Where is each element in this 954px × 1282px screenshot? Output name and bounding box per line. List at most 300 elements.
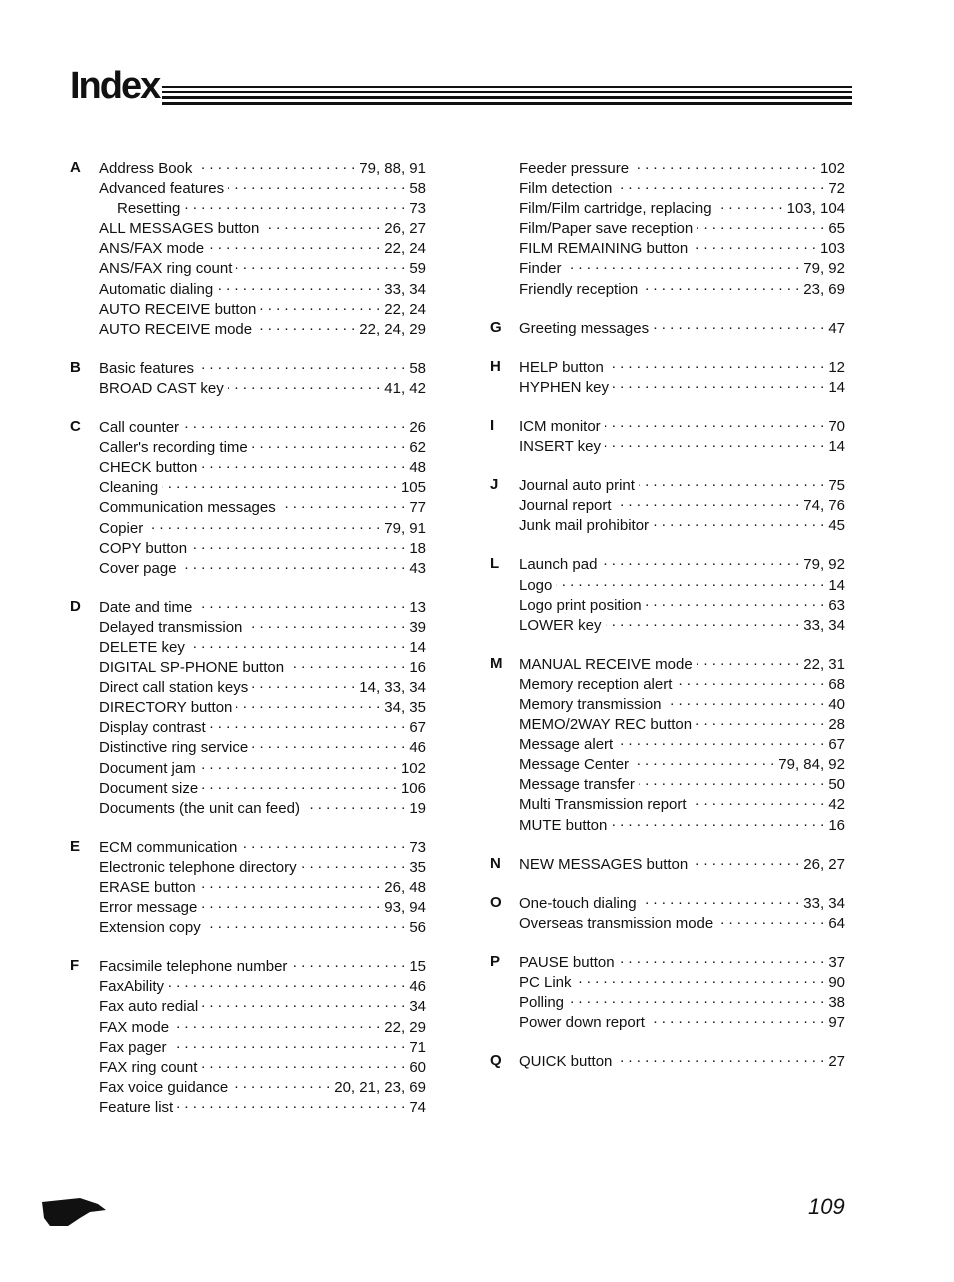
index-group (490, 475, 845, 535)
index-letter: M (490, 654, 503, 672)
index-entry (519, 913, 845, 933)
index-pages: 70 (828, 417, 845, 435)
index-term: Document size (99, 779, 199, 797)
leader-dots (696, 714, 824, 729)
index-pages: 22, 24 (384, 240, 426, 258)
index-term: Feature list (99, 1098, 174, 1116)
leader-dots (613, 377, 824, 392)
index-entry (519, 992, 845, 1012)
index-pages: 14, 33, 34 (359, 679, 426, 697)
index-term: DELETE key (99, 638, 185, 656)
index-term: Fax auto redial (99, 998, 199, 1016)
index-entry (519, 318, 845, 338)
index-pages: 56 (409, 919, 426, 937)
index-term: Friendly reception (519, 280, 639, 298)
index-term: ANS/FAX mode (99, 240, 205, 258)
index-term: Fax voice guidance (99, 1078, 229, 1096)
index-letter: D (70, 597, 81, 615)
index-pages: 40 (828, 695, 845, 713)
index-entry (519, 815, 845, 835)
index-group (70, 158, 426, 339)
page-number: 109 (808, 1194, 845, 1219)
leader-dots (256, 319, 355, 334)
index-entry (99, 717, 426, 737)
index-entry (519, 774, 845, 794)
index-term: Caller's recording time (99, 439, 248, 457)
index-term: Distinctive ring service (99, 739, 249, 757)
index-pages: 41, 42 (384, 379, 426, 397)
leader-dots (168, 976, 405, 991)
header-rule (162, 96, 852, 99)
index-entry (99, 617, 426, 637)
leader-dots (252, 437, 406, 452)
index-pages: 26, 27 (803, 855, 845, 873)
index-entry (99, 457, 426, 477)
index-entry (519, 198, 845, 218)
index-pages: 33, 34 (384, 280, 426, 298)
index-term: DIRECTORY button (99, 699, 233, 717)
leader-dots (196, 597, 405, 612)
index-pages: 74, 76 (803, 497, 845, 515)
index-entry (519, 714, 845, 734)
leader-dots (653, 318, 824, 333)
index-term: Film/Film cartridge, replacing (519, 200, 712, 218)
index-term: Delayed transmission (99, 618, 243, 636)
leader-dots (191, 538, 405, 553)
index-entry (99, 299, 426, 319)
leader-dots (189, 637, 405, 652)
index-pages: 71 (409, 1038, 426, 1056)
index-term: ECM communication (99, 838, 238, 856)
index-term: ALL MESSAGES button (99, 220, 260, 238)
index-entry (99, 1097, 426, 1117)
index-term: Document jam (99, 759, 196, 777)
index-term: Memory transmission (519, 695, 662, 713)
index-term: BROAD CAST key (99, 379, 224, 397)
index-entry (519, 1051, 845, 1071)
index-entry (99, 737, 426, 757)
leader-dots (601, 554, 799, 569)
leader-dots (568, 992, 824, 1007)
index-pages: 12 (828, 358, 845, 376)
index-term: ERASE button (99, 879, 196, 896)
index-entry (99, 877, 426, 897)
leader-dots (717, 913, 824, 928)
index-term: Logo (519, 576, 553, 594)
leader-dots (173, 1017, 380, 1032)
leader-dots (616, 495, 800, 510)
leader-dots (263, 218, 380, 233)
leader-dots (611, 815, 824, 830)
index-pages: 23, 69 (803, 280, 845, 298)
index-entry (99, 657, 426, 677)
index-entry (99, 218, 426, 238)
index-entry (99, 897, 426, 917)
index-pages: 79, 92 (803, 260, 845, 278)
index-pages: 67 (828, 736, 845, 754)
index-pages: 34 (409, 998, 426, 1016)
index-pages: 14 (828, 378, 845, 396)
leader-dots (260, 299, 380, 314)
index-entry (519, 615, 845, 635)
index-term: MUTE button (519, 816, 608, 834)
index-group (490, 1051, 845, 1071)
index-term: ICM monitor (519, 417, 601, 435)
leader-dots (633, 158, 816, 173)
index-entry (99, 279, 426, 299)
index-pages: 58 (409, 180, 426, 198)
index-pages: 65 (828, 220, 845, 238)
leader-dots (697, 654, 800, 669)
index-pages: 16 (828, 816, 845, 834)
leader-dots (181, 558, 406, 573)
leader-dots (183, 417, 405, 432)
leader-dots (697, 218, 824, 233)
index-pages: 22, 24, 29 (359, 320, 426, 338)
index-pages: 60 (409, 1058, 426, 1076)
index-term: PC Link (519, 974, 572, 991)
index-group (490, 654, 845, 835)
index-term: Journal report (519, 497, 612, 515)
leader-dots (288, 657, 405, 672)
index-entry (519, 238, 845, 258)
index-term: Greeting messages (519, 319, 650, 337)
index-pages: 105 (400, 479, 426, 497)
leader-dots (301, 857, 406, 872)
index-pages: 103 (819, 240, 845, 258)
index-term: Call counter (99, 419, 180, 437)
index-letter: E (70, 837, 81, 855)
index-term: FaxAbility (99, 978, 165, 996)
index-pages: 106 (400, 779, 426, 797)
index-entry (519, 218, 845, 238)
index-entry (519, 178, 845, 198)
index-pages: 79, 91 (384, 519, 426, 537)
index-term: Date and time (99, 598, 193, 616)
leader-dots (649, 1012, 824, 1027)
index-term: Overseas transmission mode (519, 914, 714, 932)
index-entry (519, 416, 845, 436)
index-column-right (490, 158, 845, 1090)
index-entry (99, 976, 426, 996)
leader-dots (304, 798, 405, 813)
leader-dots (641, 893, 800, 908)
index-pages: 20, 21, 23, 69 (334, 1078, 426, 1096)
index-entry (99, 697, 426, 717)
index-term: Message Center (519, 756, 630, 774)
index-pages: 72 (828, 180, 845, 198)
index-pages: 68 (828, 675, 845, 693)
index-term: FILM REMAINING button (519, 240, 689, 258)
index-group (70, 597, 426, 818)
index-term: Cleaning (99, 479, 159, 497)
index-pages: 37 (828, 953, 845, 971)
index-pages: 43 (409, 559, 426, 577)
index-entry (99, 758, 426, 778)
index-pages: 67 (409, 719, 426, 737)
index-pages: 59 (409, 260, 426, 278)
index-term: Junk mail prohibitor (519, 517, 650, 535)
index-entry (99, 798, 426, 818)
index-pages: 14 (828, 576, 845, 594)
index-pages: 102 (819, 160, 845, 177)
index-entry (99, 677, 426, 697)
scan-smudge-mark (40, 1196, 110, 1230)
leader-dots (202, 996, 405, 1011)
index-pages: 22, 29 (384, 1018, 426, 1036)
index-entry (99, 497, 426, 517)
index-pages: 46 (409, 739, 426, 757)
index-term: LOWER key (519, 616, 602, 634)
leader-dots (208, 238, 380, 253)
index-entry (519, 357, 845, 377)
index-entry (519, 734, 845, 754)
index-pages: 38 (828, 994, 845, 1012)
index-term: Electronic telephone directory (99, 858, 297, 876)
index-entry (99, 477, 426, 497)
index-term: Resetting (117, 200, 181, 218)
index-term: INSERT key (519, 438, 601, 456)
index-pages: 45 (828, 517, 845, 535)
leader-dots (205, 917, 406, 932)
index-pages: 27 (828, 1053, 845, 1071)
index-letter: A (70, 159, 81, 176)
index-entry (519, 575, 845, 595)
index-term: Advanced features (99, 180, 225, 198)
index-term: AUTO RECEIVE button (99, 300, 257, 318)
leader-dots (666, 694, 825, 709)
index-letter: O (490, 893, 502, 911)
leader-dots (228, 178, 405, 193)
index-pages: 15 (409, 958, 426, 976)
index-pages: 79, 88, 91 (359, 160, 426, 177)
leader-dots (616, 1051, 824, 1066)
index-letter: N (490, 854, 501, 872)
leader-dots (617, 734, 824, 749)
index-pages: 28 (828, 716, 845, 734)
index-letter: Q (490, 1052, 502, 1070)
index-term: Finder (519, 260, 562, 278)
index-entry (99, 1057, 426, 1077)
index-entry (519, 475, 845, 495)
index-term: Fax pager (99, 1038, 167, 1056)
index-pages: 47 (828, 319, 845, 337)
leader-dots (616, 178, 824, 193)
index-term: Feeder pressure (519, 160, 630, 177)
leader-dots (605, 436, 824, 451)
leader-dots (232, 1077, 330, 1092)
index-group (70, 956, 426, 1117)
index-term: Address Book (99, 160, 193, 177)
index-entry (99, 358, 426, 378)
index-entry (99, 857, 426, 877)
index-term: Cover page (99, 559, 177, 577)
leader-dots (252, 737, 405, 752)
leader-dots (556, 575, 824, 590)
leader-dots (200, 877, 381, 892)
index-pages: 16 (409, 659, 426, 677)
index-term: Basic features (99, 359, 195, 377)
index-term: MEMO/2WAY REC button (519, 716, 693, 734)
index-term: NEW MESSAGES button (519, 855, 689, 873)
index-entry (519, 1012, 845, 1032)
index-pages: 26, 48 (384, 879, 426, 896)
leader-dots (606, 615, 800, 630)
index-pages: 74 (409, 1098, 426, 1116)
index-term: Polling (519, 994, 565, 1012)
index-entry (99, 1037, 426, 1057)
index-pages: 79, 92 (803, 556, 845, 574)
index-entry (519, 794, 845, 814)
index-group (490, 416, 845, 456)
index-pages: 102 (400, 759, 426, 777)
index-entry (519, 893, 845, 913)
header-rule (162, 86, 852, 88)
leader-dots (566, 258, 800, 273)
index-pages: 39 (409, 618, 426, 636)
index-entry (519, 854, 845, 874)
index-group (490, 952, 845, 1032)
index-entry (519, 554, 845, 574)
index-pages: 64 (828, 914, 845, 932)
index-entry (99, 417, 426, 437)
index-letter: C (70, 418, 81, 436)
index-letter: P (490, 952, 501, 970)
index-group (70, 358, 426, 398)
index-entry (99, 518, 426, 538)
index-entry (519, 377, 845, 397)
index-pages: 19 (409, 799, 426, 817)
index-pages: 33, 34 (803, 894, 845, 912)
index-pages: 14 (409, 638, 426, 656)
index-term: Memory reception alert (519, 675, 673, 693)
index-term: Extension copy (99, 919, 201, 937)
leader-dots (280, 497, 406, 512)
leader-dots (692, 854, 799, 869)
index-entry (519, 952, 845, 972)
index-term: Direct call station keys (99, 679, 249, 697)
index-term: Multi Transmission report (519, 796, 687, 814)
index-group (490, 357, 845, 397)
index-term: Communication messages (99, 499, 276, 517)
index-term: Message transfer (519, 776, 635, 794)
index-entry (99, 637, 426, 657)
index-entry (519, 694, 845, 714)
leader-dots (676, 674, 824, 689)
index-pages: 90 (828, 974, 845, 991)
index-pages: 48 (409, 459, 426, 477)
index-pages: 73 (409, 838, 426, 856)
leader-dots (184, 198, 405, 213)
index-pages: 93, 94 (384, 899, 426, 917)
index-entry (99, 1077, 426, 1097)
index-entry (99, 378, 426, 398)
index-group (490, 893, 845, 933)
index-term: COPY button (99, 539, 188, 557)
index-term: Documents (the unit can feed) (99, 799, 300, 817)
leader-dots (196, 158, 355, 173)
index-term: Facsimile telephone number (99, 958, 288, 976)
index-entry (99, 558, 426, 578)
leader-dots (246, 617, 405, 632)
index-entry (99, 778, 426, 798)
index-entry (519, 158, 845, 178)
leader-dots (201, 457, 405, 472)
leader-dots (236, 258, 405, 273)
index-entry (519, 495, 845, 515)
index-pages: 22, 24 (384, 300, 426, 318)
header-rule (162, 91, 852, 93)
index-pages: 58 (409, 359, 426, 377)
leader-dots (162, 477, 397, 492)
index-term: AUTO RECEIVE mode (99, 320, 253, 338)
index-entry (519, 436, 845, 456)
index-term: Automatic dialing (99, 280, 214, 298)
leader-dots (716, 198, 783, 213)
index-term: FAX mode (99, 1018, 170, 1036)
index-entry (99, 538, 426, 558)
header-rule (162, 102, 852, 105)
index-pages: 73 (409, 200, 426, 218)
leader-dots (198, 358, 405, 373)
index-entry (99, 956, 426, 976)
leader-dots (241, 837, 405, 852)
index-term: FAX ring count (99, 1058, 198, 1076)
leader-dots (646, 595, 825, 610)
index-term: QUICK button (519, 1053, 613, 1071)
index-term: Power down report (519, 1014, 645, 1032)
leader-dots (576, 972, 825, 987)
leader-dots (653, 515, 824, 530)
leader-dots (200, 758, 397, 773)
page-title: Index (70, 65, 160, 107)
leader-dots (608, 357, 825, 372)
leader-dots (291, 956, 405, 971)
index-entry (99, 837, 426, 857)
index-letter: F (70, 957, 80, 975)
leader-dots (171, 1037, 406, 1052)
leader-dots (201, 897, 380, 912)
index-term: One-touch dialing (519, 894, 637, 912)
index-entry (99, 319, 426, 339)
leader-dots (228, 378, 381, 393)
index-pages: 33, 34 (803, 616, 845, 634)
leader-dots (642, 279, 799, 294)
leader-dots (147, 518, 380, 533)
index-letter: B (70, 358, 81, 376)
index-entry (99, 178, 426, 198)
leader-dots (201, 1057, 405, 1072)
index-entry (99, 258, 426, 278)
index-group (490, 554, 845, 634)
index-group (490, 318, 845, 338)
leader-dots (619, 952, 825, 967)
index-pages: 14 (828, 438, 845, 456)
index-term: MANUAL RECEIVE mode (519, 655, 693, 673)
index-pages: 13 (409, 598, 426, 616)
index-pages: 77 (409, 499, 426, 517)
index-entry (99, 996, 426, 1016)
leader-dots (691, 794, 825, 809)
index-group (490, 158, 845, 299)
index-pages: 26, 27 (384, 220, 426, 238)
index-term: Display contrast (99, 719, 206, 737)
index-entry (99, 158, 426, 178)
leader-dots (639, 774, 824, 789)
leader-dots (236, 697, 380, 712)
index-term: Journal auto print (519, 477, 635, 495)
leader-dots (202, 778, 397, 793)
